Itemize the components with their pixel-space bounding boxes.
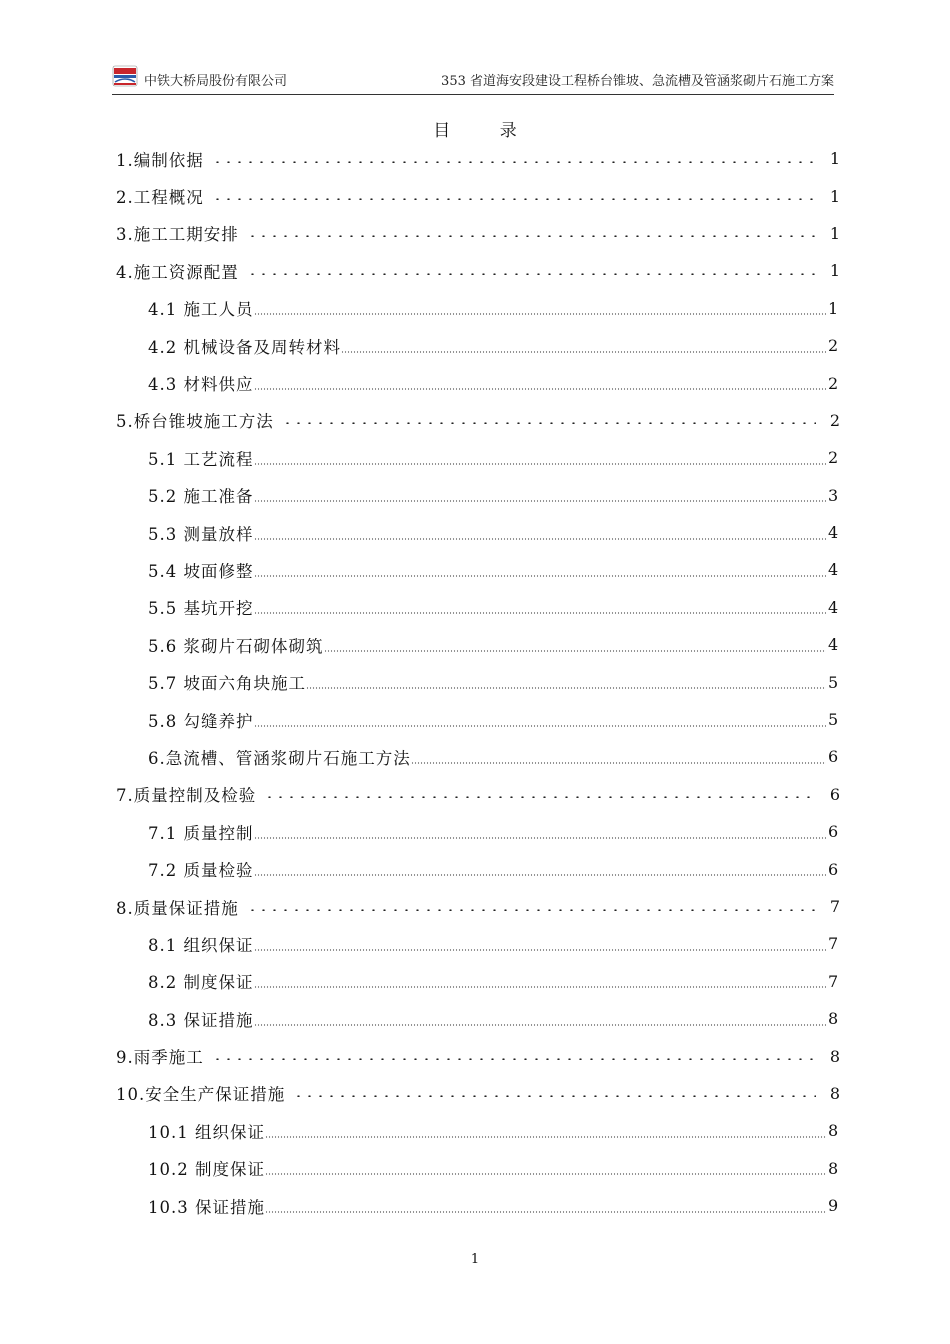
toc-dot-leader bbox=[212, 1058, 816, 1060]
toc-entry[interactable] bbox=[116, 402, 840, 439]
toc-entry-label: 7.2 质量检验 bbox=[148, 861, 254, 881]
document-title: 353 省道海安段建设工程桥台锥坡、急流槽及管涵浆砌片石施工方案 bbox=[441, 74, 834, 89]
toc-entry-page: 6 bbox=[828, 822, 839, 842]
toc-dot-leader bbox=[282, 422, 816, 424]
toc-entry-page: 2 bbox=[829, 410, 840, 430]
toc-dot-leader bbox=[247, 235, 816, 237]
toc-dot-leader bbox=[247, 273, 816, 275]
toc-dot-leader bbox=[265, 1173, 826, 1175]
toc-entry-label: 7.1 质量控制 bbox=[148, 823, 254, 843]
toc-entry-page: 3 bbox=[828, 485, 839, 505]
toc-entry-page: 1 bbox=[829, 223, 840, 243]
toc-entry-label: 10.3 保证措施 bbox=[148, 1197, 265, 1217]
toc-entry[interactable] bbox=[116, 701, 840, 738]
toc-entry-label: 5.2 施工准备 bbox=[148, 487, 254, 507]
toc-entry-page: 7 bbox=[828, 934, 839, 954]
toc-dot-leader bbox=[254, 725, 827, 727]
toc-entry-page: 2 bbox=[828, 448, 839, 468]
toc-dot-leader bbox=[254, 986, 827, 988]
toc-dot-leader bbox=[324, 650, 827, 652]
toc-entry[interactable] bbox=[116, 663, 840, 700]
toc-entry-label: 5.6 浆砌片石砌体砌筑 bbox=[148, 636, 324, 656]
toc-dot-leader bbox=[254, 575, 827, 577]
toc-dot-leader bbox=[254, 837, 827, 839]
toc-entry-page: 8 bbox=[829, 1083, 840, 1103]
toc-entry[interactable] bbox=[116, 327, 840, 364]
toc-entry[interactable] bbox=[116, 215, 840, 252]
toc-dot-leader bbox=[341, 351, 826, 353]
toc-entry-page: 2 bbox=[828, 373, 839, 393]
toc-entry[interactable] bbox=[116, 1075, 840, 1112]
toc-entry-page: 4 bbox=[828, 635, 839, 655]
toc-entry-page: 1 bbox=[829, 186, 840, 206]
toc-entry-label: 8.质量保证措施 bbox=[116, 898, 239, 918]
toc-entry-label: 5.1 工艺流程 bbox=[148, 449, 254, 469]
toc-entry-page: 6 bbox=[828, 747, 839, 767]
toc-heading: 目 录 bbox=[433, 121, 539, 141]
toc-entry-page: 4 bbox=[828, 523, 839, 543]
toc-entry-label: 8.1 组织保证 bbox=[148, 935, 254, 955]
toc-entry-page: 4 bbox=[828, 560, 839, 580]
toc-entry[interactable] bbox=[116, 252, 840, 289]
toc-entry-label: 6.急流槽、管涵浆砌片石施工方法 bbox=[148, 748, 411, 768]
toc-entry-page: 1 bbox=[828, 298, 839, 318]
toc-dot-leader bbox=[254, 463, 827, 465]
toc-dot-leader bbox=[212, 198, 816, 200]
toc-entry-page: 8 bbox=[828, 1009, 839, 1029]
toc-entry[interactable] bbox=[116, 1037, 840, 1074]
toc-entry-page: 6 bbox=[828, 859, 839, 879]
toc-entry[interactable] bbox=[116, 850, 840, 887]
toc-entry[interactable] bbox=[116, 1150, 840, 1187]
page-header bbox=[112, 64, 834, 95]
toc-dot-leader bbox=[254, 612, 827, 614]
toc-entry-page: 1 bbox=[829, 261, 840, 281]
toc-dot-leader bbox=[265, 1136, 826, 1138]
toc-dot-leader bbox=[212, 161, 816, 163]
toc-entry[interactable] bbox=[116, 589, 840, 626]
toc-dot-leader bbox=[293, 1095, 816, 1097]
toc-entry-label: 2.工程概况 bbox=[116, 188, 204, 208]
toc-entry-label: 5.8 勾缝养护 bbox=[148, 711, 254, 731]
toc-dot-leader bbox=[265, 1211, 826, 1213]
toc-entry[interactable] bbox=[116, 626, 840, 663]
toc-entry-page: 8 bbox=[828, 1121, 839, 1141]
toc-entry-page: 5 bbox=[828, 710, 839, 730]
toc-entry-label: 1.编制依据 bbox=[116, 150, 204, 170]
toc-entry[interactable] bbox=[116, 1112, 840, 1149]
toc-entry[interactable] bbox=[116, 925, 840, 962]
table-of-contents bbox=[116, 140, 840, 1224]
toc-entry[interactable] bbox=[116, 177, 840, 214]
company-logo-icon bbox=[112, 65, 138, 87]
toc-entry-label: 8.3 保证措施 bbox=[148, 1010, 254, 1030]
toc-entry-label: 5.3 测量放样 bbox=[148, 524, 254, 544]
toc-entry[interactable] bbox=[116, 1187, 840, 1224]
toc-entry-label: 10.2 制度保证 bbox=[148, 1160, 265, 1180]
toc-entry-label: 10.安全生产保证措施 bbox=[116, 1085, 286, 1105]
toc-dot-leader bbox=[254, 388, 827, 390]
toc-dot-leader bbox=[254, 500, 827, 502]
toc-entry-label: 4.1 施工人员 bbox=[148, 300, 254, 320]
toc-entry[interactable] bbox=[116, 439, 840, 476]
toc-entry-page: 6 bbox=[829, 784, 840, 804]
toc-entry[interactable] bbox=[116, 738, 840, 775]
toc-entry[interactable] bbox=[116, 1000, 840, 1037]
toc-entry[interactable] bbox=[116, 514, 840, 551]
toc-entry-label: 5.7 坡面六角块施工 bbox=[148, 674, 306, 694]
toc-entry-label: 5.4 坡面修整 bbox=[148, 561, 254, 581]
toc-entry-label: 4.2 机械设备及周转材料 bbox=[148, 337, 341, 357]
toc-entry-page: 8 bbox=[828, 1158, 839, 1178]
toc-entry-page: 7 bbox=[828, 971, 839, 991]
toc-dot-leader bbox=[306, 687, 826, 689]
toc-entry-label: 9.雨季施工 bbox=[116, 1048, 204, 1068]
toc-dot-leader bbox=[254, 874, 827, 876]
toc-entry-label: 5.5 基坑开挖 bbox=[148, 599, 254, 619]
toc-entry[interactable] bbox=[116, 888, 840, 925]
toc-entry-page: 1 bbox=[829, 149, 840, 169]
toc-dot-leader bbox=[247, 909, 816, 911]
toc-entry-label: 7.质量控制及检验 bbox=[116, 786, 257, 806]
page-number: 1 bbox=[470, 1252, 480, 1267]
toc-entry[interactable] bbox=[116, 477, 840, 514]
toc-entry[interactable] bbox=[116, 551, 840, 588]
toc-entry[interactable] bbox=[116, 364, 840, 401]
toc-entry-label: 4.3 材料供应 bbox=[148, 375, 254, 395]
toc-entry-label: 10.1 组织保证 bbox=[148, 1122, 265, 1142]
toc-dot-leader bbox=[264, 796, 816, 798]
toc-dot-leader bbox=[411, 762, 826, 764]
toc-dot-leader bbox=[254, 1024, 827, 1026]
company-name: 中铁大桥局股份有限公司 bbox=[144, 74, 288, 89]
toc-entry[interactable] bbox=[116, 813, 840, 850]
toc-entry[interactable] bbox=[116, 963, 840, 1000]
toc-dot-leader bbox=[254, 538, 827, 540]
toc-entry-page: 9 bbox=[828, 1196, 839, 1216]
toc-entry-label: 5.桥台锥坡施工方法 bbox=[116, 412, 274, 432]
toc-entry[interactable] bbox=[116, 776, 840, 813]
toc-entry[interactable] bbox=[116, 290, 840, 327]
toc-entry-page: 7 bbox=[829, 897, 840, 916]
toc-entry-page: 2 bbox=[828, 336, 839, 356]
toc-entry-page: 5 bbox=[828, 672, 839, 692]
toc-entry-label: 4.施工资源配置 bbox=[116, 262, 239, 282]
toc-entry-page: 4 bbox=[828, 597, 839, 617]
toc-entry[interactable] bbox=[116, 140, 840, 177]
toc-dot-leader bbox=[254, 949, 827, 951]
toc-dot-leader bbox=[254, 313, 827, 315]
toc-entry-label: 3.施工工期安排 bbox=[116, 225, 239, 245]
toc-entry-page: 8 bbox=[829, 1046, 840, 1066]
toc-entry-label: 8.2 制度保证 bbox=[148, 973, 254, 993]
